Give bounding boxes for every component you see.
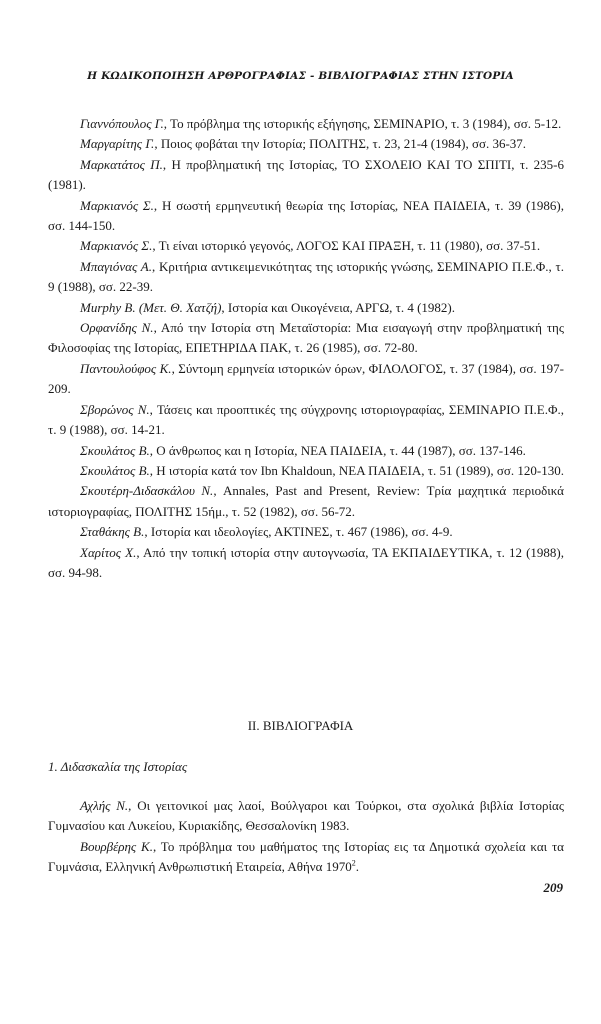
entry-text: , Από την τοπική ιστορία στην αυτογνωσία, ΤΑ ΕΚΠΑΙΔΕΥΤΙΚΑ, τ. 12 (1988), σσ. 94-98. <box>48 544 564 580</box>
reference-entry <box>48 543 564 584</box>
entry-text: , Το πρόβλημα του μαθήματος της Ιστορίας εις τα Δημοτικά σχολεία και τα Γυμνάσια, Ελληνική Ανθρωπιστική Εταιρεία, Αθήνα 1970 <box>48 838 564 875</box>
entry-author: Σκουλάτος Β. <box>80 442 150 458</box>
bibliography-list <box>48 796 564 878</box>
reference-entry <box>48 522 564 542</box>
entry-text: , Τι είναι ιστορικό γεγονός, ΛΟΓΟΣ ΚΑΙ ΠΡΑΞΗ, τ. 11 (1980), σσ. 37-51. <box>152 238 541 254</box>
reference-entry <box>48 134 564 154</box>
entry-text: , Οι γειτονικοί μας λαοί, Βούλγαροι και Τούρκοι, στα σχολικά βιβλία Ιστορίας Γυμνασίου και Λυκείου, Κυριακίδης, Θεσσαλονίκη 1983. <box>48 798 564 834</box>
reference-entry <box>48 196 564 237</box>
entry-author: Σταθάκης Β. <box>80 524 145 540</box>
bibliography-entry: Βουρβέρης Κ., Το πρόβλημα του μαθήματος της Ιστορίας εις τα Δημοτικά σχολεία και τα Γυμνάσια, Ελληνική Ανθρωπιστική Εταιρεία, Αθήνα 1970$^2$. <box>48 838 564 875</box>
subsection-heading: 1. Διδασκαλία της Ιστορίας <box>48 759 188 774</box>
entry-text: , Η σωστή ερμηνευτική θεωρία της Ιστορίας, ΝΕΑ ΠΑΙΔΕΙΑ, τ. 39 (1986), σσ. 144-150. <box>48 197 564 234</box>
entry-author: Γιαννόπουλος Γ. <box>80 116 164 131</box>
reference-list <box>48 114 564 583</box>
bibliography-entry <box>48 796 564 837</box>
entry-author: Ορφανίδης Ν. <box>80 320 154 336</box>
entry-text: , Ιστορία και Οικογένεια, ΑΡΓΩ, τ. 4 (1982). <box>221 299 455 315</box>
running-header: Η ΚΩΔΙΚΟΠΟΙΗΣΗ ΑΡΘΡΟΓΡΑΦΙΑΣ - ΒΙΒΛΙΟΓΡΑΦΙΑΣ ΣΤΗΝ ΙΣΤΟΡΙΑ <box>87 70 514 82</box>
entry-text: , Ποιος φοβάται την Ιστορία; ΠΟΛΙΤΗΣ, τ. 23, 21-4 (1984), σσ. 36-37. <box>154 136 527 152</box>
reference-entry <box>48 155 564 196</box>
entry-text: , Το πρόβλημα της ιστορικής εξήγησης, ΣΕΜΙΝΑΡΙΟ, τ. 3 (1984), σσ. 5-12. <box>163 116 562 131</box>
entry-text: , Ο άνθρωπος και η Ιστορία, ΝΕΑ ΠΑΙΔΕΙΑ, τ. 44 (1987), σσ. 137-146. <box>149 442 526 458</box>
entry-text: , Τάσεις και προοπτικές της σύγχρονης ιστοριογραφίας, ΣΕΜΙΝΑΡΙΟ Π.Ε.Φ., τ. 9 (1988), σσ. 14-21. <box>48 401 564 438</box>
edition-superscript: 2 <box>351 858 356 868</box>
entry-author: Χαρίτος Χ. <box>80 544 137 560</box>
reference-entry <box>48 236 564 256</box>
entry-text: , Σύντομη ερμηνεία ιστορικών όρων, ΦΙΛΟΛΟΓΟΣ, τ. 37 (1984), σσ. 197-209. <box>48 360 564 397</box>
entry-author: Σκουλάτος Β. <box>80 462 150 478</box>
page-number: 209 <box>543 880 563 895</box>
reference-entry <box>48 400 564 441</box>
reference-entry <box>48 257 564 298</box>
entry-author: Μπαγιόνας Α. <box>80 258 152 274</box>
entry-text: , Η προβληματική της Ιστορίας, ΤΟ ΣΧΟΛΕΙΟ ΚΑΙ ΤΟ ΣΠΙΤΙ, τ. 235-6 (1981). <box>48 156 565 193</box>
entry-author: Μαργαρίτης Γ. <box>80 136 155 152</box>
entry-author: Μαρκιανός Σ. <box>80 238 153 254</box>
entry-text: , Ιστορία και ιδεολογίες, ΑΚΤΙΝΕΣ, τ. 467 (1986), σσ. 4-9. <box>144 524 453 540</box>
section-heading: ΙΙ. ΒΙΒΛΙΟΓΡΑΦΙΑ <box>247 718 354 733</box>
entry-author: Σβορώνος Ν. <box>80 401 150 417</box>
reference-entry <box>48 114 564 134</box>
reference-entry <box>48 481 564 522</box>
reference-entry <box>48 359 564 400</box>
entry-text: , Κριτήρια αντικειμενικότητας της ιστορικής γνώσης, ΣΕΜΙΝΑΡΙΟ Π.Ε.Φ., τ. 9 (1988), σσ. 22-39. <box>48 258 564 295</box>
entry-text: , Από την Ιστορία στη Μεταϊστορία: Μια εισαγωγή στην προβληματική της Φιλοσοφίας της Ιστορίας, ΕΠΕΤΗΡΙΔΑ ΠΑΚ, τ. 26 (1985), σσ. 72-80. <box>48 320 564 356</box>
entry-author: Murphy B. (Μετ. Θ. Χατζή) <box>80 299 222 315</box>
entry-text: , Annales, Past and Present, Review: Τρία μαχητικά περιοδικά ιστοριογραφίας, ΠΟΛΙΤΗΣ 15ήμ., τ. 52 (1982), σσ. 56-72. <box>48 483 564 519</box>
entry-author: Μαρκατάτος Π. <box>80 156 163 172</box>
entry-author: Βουρβέρης Κ. <box>80 838 153 854</box>
entry-author: Αχλής Ν. <box>80 798 129 813</box>
entry-author: Μαρκιανός Σ. <box>80 197 154 213</box>
entry-text: , Η ιστορία κατά τον Ibn Khaldoun, ΝΕΑ ΠΑΙΔΕΙΑ, τ. 51 (1989), σσ. 120-130. <box>149 462 565 478</box>
reference-entry <box>48 298 564 318</box>
entry-author: Παντουλούφος Κ. <box>80 360 172 376</box>
entry-author: Σκουτέρη-Διδασκάλου Ν. <box>80 483 214 499</box>
reference-entry <box>48 441 564 461</box>
reference-entry <box>48 461 564 481</box>
reference-entry <box>48 318 564 359</box>
